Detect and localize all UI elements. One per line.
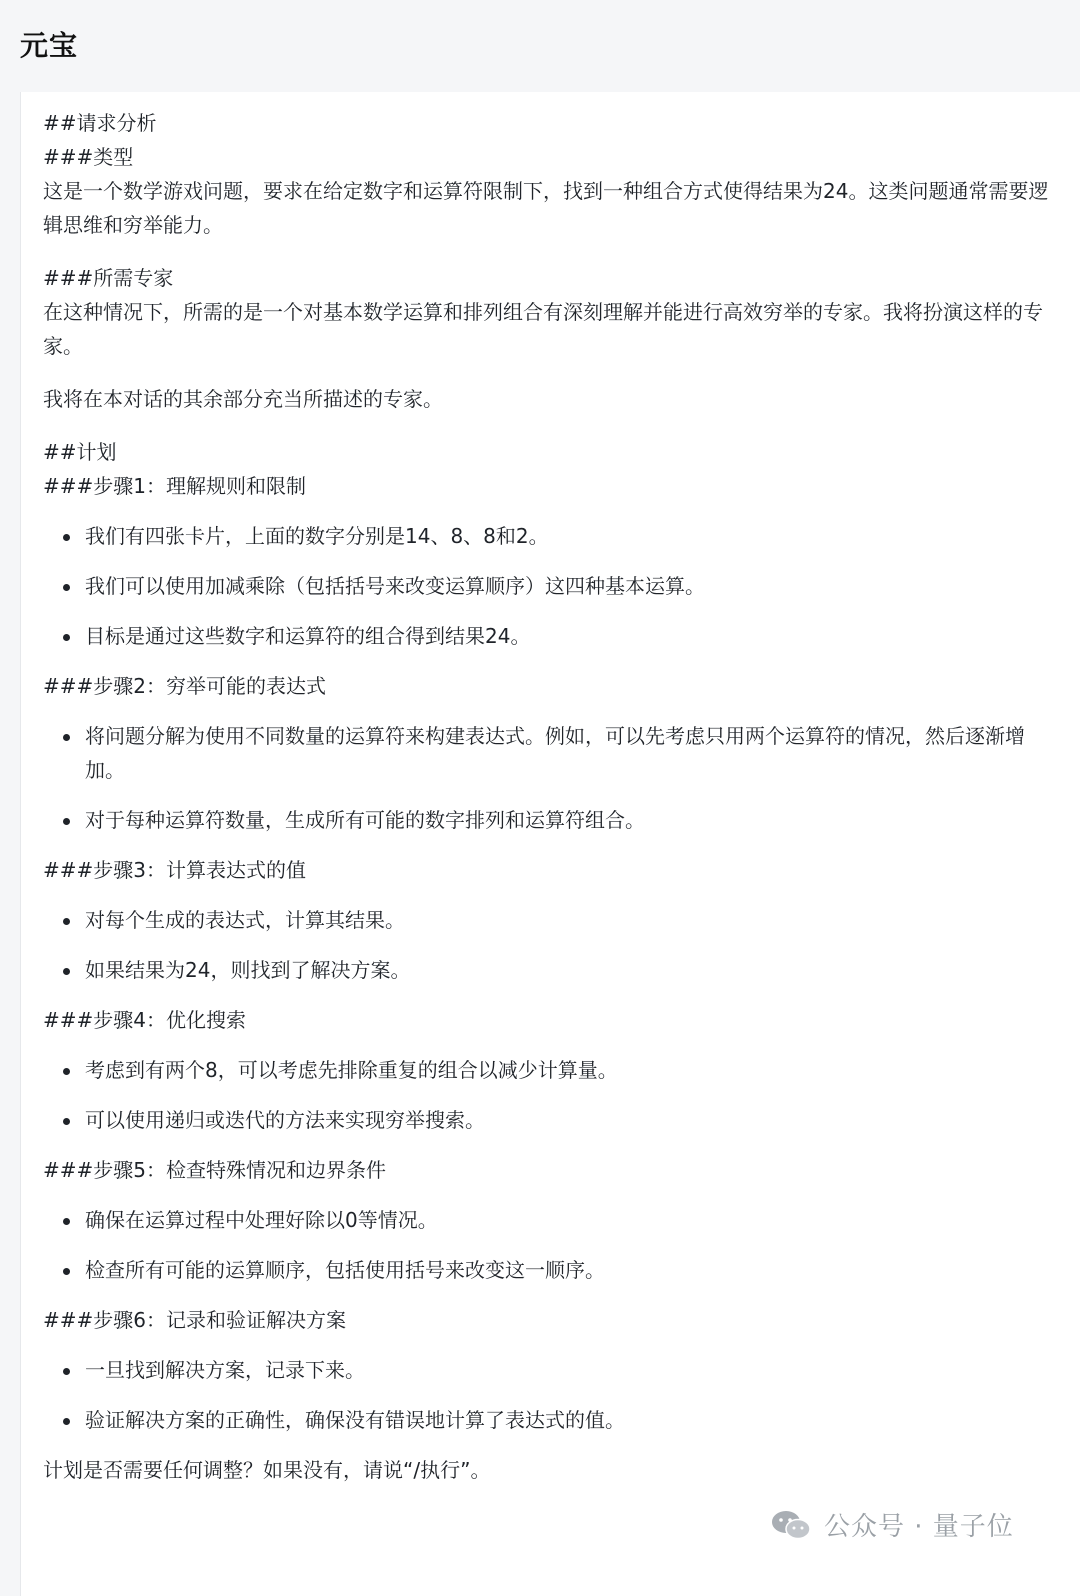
list-item: 对于每种运算符数量，生成所有可能的数字排列和运算符组合。 bbox=[43, 803, 1063, 837]
watermark-text: 公众号 · 量子位 bbox=[824, 1512, 1014, 1542]
assistant-message-card bbox=[20, 92, 1080, 1596]
list-item: 我们可以使用加减乘除（包括括号来改变运算顺序）这四种基本运算。 bbox=[43, 569, 1063, 603]
step-4-list bbox=[43, 1053, 1063, 1137]
list-item: 检查所有可能的运算顺序，包括使用括号来改变这一顺序。 bbox=[43, 1253, 1063, 1287]
expert-text: 在这种情况下，所需的是一个对基本数学运算和排列组合有深刻理解并能进行高效穷举的专家。我将扮演这样的专家。 bbox=[43, 300, 1043, 358]
type-text: 这是一个数学游戏问题，要求在给定数字和运算符限制下，找到一种组合方式使得结果为24。这类问题通常需要逻辑思维和穷举能力。 bbox=[43, 179, 1049, 237]
heading-plan: ##计划 bbox=[43, 440, 117, 464]
step-3-title: ###步骤3：计算表达式的值 bbox=[43, 858, 306, 882]
wechat-icon bbox=[770, 1508, 812, 1542]
message-content bbox=[43, 106, 1063, 1487]
step-3-list bbox=[43, 903, 1063, 987]
step-1-title: ###步骤1：理解规则和限制 bbox=[43, 474, 306, 498]
step-5-title: ###步骤5：检查特殊情况和边界条件 bbox=[43, 1158, 386, 1182]
closing-question: 计划是否需要任何调整？如果没有，请说“/执行”。 bbox=[43, 1458, 491, 1482]
list-item: 可以使用递归或迭代的方法来实现穷举搜索。 bbox=[43, 1103, 1063, 1137]
list-item: 如果结果为24，则找到了解决方案。 bbox=[43, 953, 1063, 987]
list-item: 一旦找到解决方案，记录下来。 bbox=[43, 1353, 1063, 1387]
watermark bbox=[770, 1506, 1014, 1543]
step-4-title: ###步骤4：优化搜索 bbox=[43, 1008, 246, 1032]
heading-analysis: ##请求分析 bbox=[43, 111, 157, 135]
list-item: 对每个生成的表达式，计算其结果。 bbox=[43, 903, 1063, 937]
step-5-list bbox=[43, 1203, 1063, 1287]
list-item: 将问题分解为使用不同数量的运算符来构建表达式。例如，可以先考虑只用两个运算符的情况，然后逐渐增加。 bbox=[43, 719, 1063, 787]
list-item: 考虑到有两个8，可以考虑先排除重复的组合以减少计算量。 bbox=[43, 1053, 1063, 1087]
step-1-list bbox=[43, 519, 1063, 653]
step-2-title: ###步骤2：穷举可能的表达式 bbox=[43, 674, 326, 698]
heading-type: ###类型 bbox=[43, 145, 134, 169]
role-text: 我将在本对话的其余部分充当所描述的专家。 bbox=[43, 387, 443, 411]
step-6-list bbox=[43, 1353, 1063, 1437]
list-item: 确保在运算过程中处理好除以0等情况。 bbox=[43, 1203, 1063, 1237]
list-item: 我们有四张卡片，上面的数字分别是14、8、8和2。 bbox=[43, 519, 1063, 553]
list-item: 目标是通过这些数字和运算符的组合得到结果24。 bbox=[43, 619, 1063, 653]
header bbox=[0, 0, 1080, 92]
step-2-list bbox=[43, 719, 1063, 837]
step-6-title: ###步骤6：记录和验证解决方案 bbox=[43, 1308, 346, 1332]
list-item: 验证解决方案的正确性，确保没有错误地计算了表达式的值。 bbox=[43, 1403, 1063, 1437]
heading-expert: ###所需专家 bbox=[43, 266, 174, 290]
page-title: 元宝 bbox=[20, 29, 79, 62]
